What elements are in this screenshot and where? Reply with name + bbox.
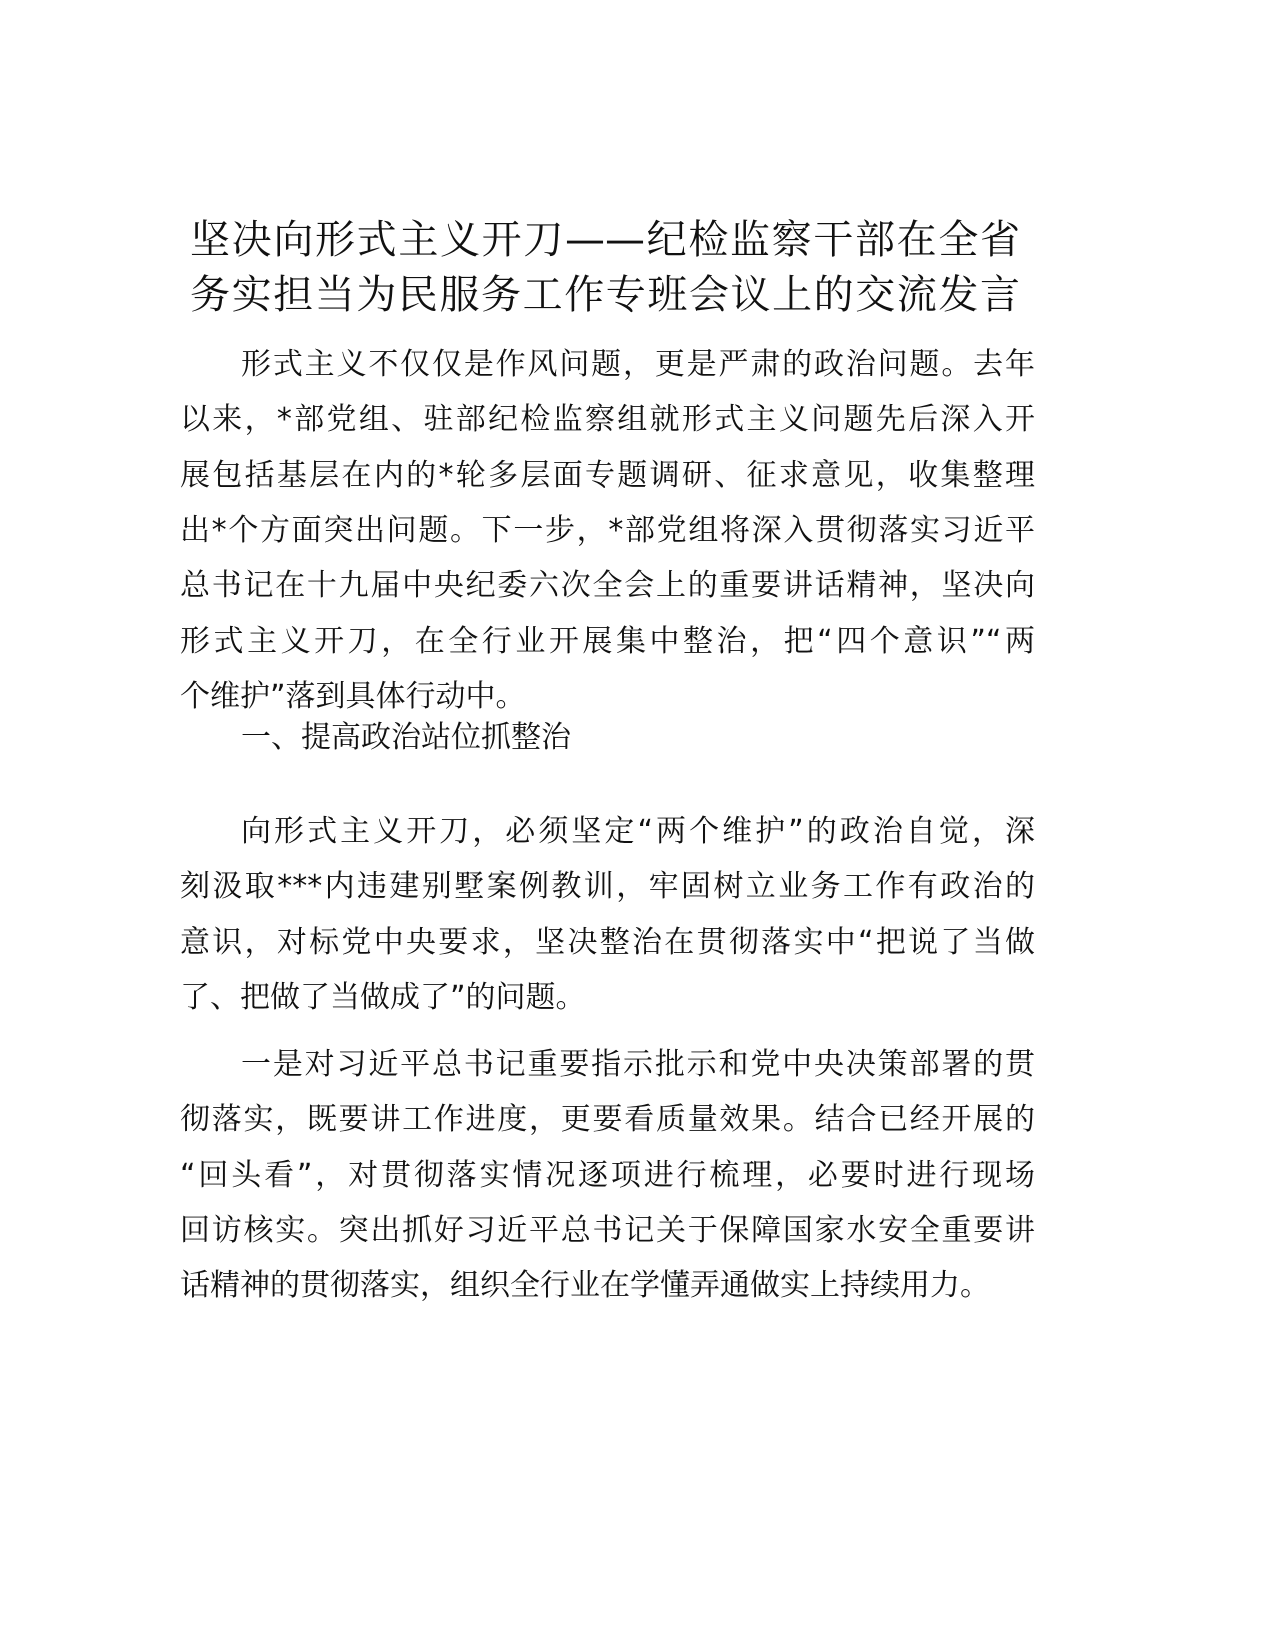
title-line: 坚决向形式主义开刀——纪检监察干部在全省	[190, 217, 1020, 263]
text-line: 意识，对标党中央要求，坚决整治在贯彻落实中“把说了当做	[180, 924, 1035, 960]
text-line: 展包括基层在内的*轮多层面专题调研、征求意见，收集整理	[180, 457, 1035, 493]
text-line: 话精神的贯彻落实，组织全行业在学懂弄通做实上持续用力。	[180, 1268, 990, 1304]
text-line: 以来，*部党组、驻部纪检监察组就形式主义问题先后深入开	[180, 402, 1035, 438]
text-line: 个维护”落到具体行动中。	[180, 678, 526, 714]
text-line: 一是对习近平总书记重要指示批示和党中央决策部署的贯	[241, 1047, 1035, 1082]
text-line: 形式主义不仅仅是作风问题，更是严肃的政治问题。去年	[241, 347, 1035, 382]
text-line: 总书记在十九届中央纪委六次全会上的重要讲话精神，坚决向	[180, 568, 1035, 604]
text-line: “回头看”，对贯彻落实情况逐项进行梳理，必要时进行现场	[180, 1157, 1035, 1193]
title-line: 务实担当为民服务工作专班会议上的交流发言	[190, 272, 1020, 318]
text-line: 了、把做了当做成了”的问题。	[180, 979, 586, 1015]
text-line: 一、提高政治站位抓整治	[241, 720, 571, 755]
text-line: 彻落实，既要讲工作进度，更要看质量效果。结合已经开展的	[180, 1102, 1035, 1138]
text-line: 刻汲取***内违建别墅案例教训，牢固树立业务工作有政治的	[180, 869, 1035, 905]
text-line: 出*个方面突出问题。下一步，*部党组将深入贯彻落实习近平	[180, 512, 1035, 548]
text-line: 回访核实。突出抓好习近平总书记关于保障国家水安全重要讲	[180, 1212, 1035, 1248]
text-line: 形式主义开刀，在全行业开展集中整治，把“四个意识”“两	[180, 623, 1035, 659]
text-line: 向形式主义开刀，必须坚定“两个维护”的政治自觉，深	[241, 814, 1035, 849]
